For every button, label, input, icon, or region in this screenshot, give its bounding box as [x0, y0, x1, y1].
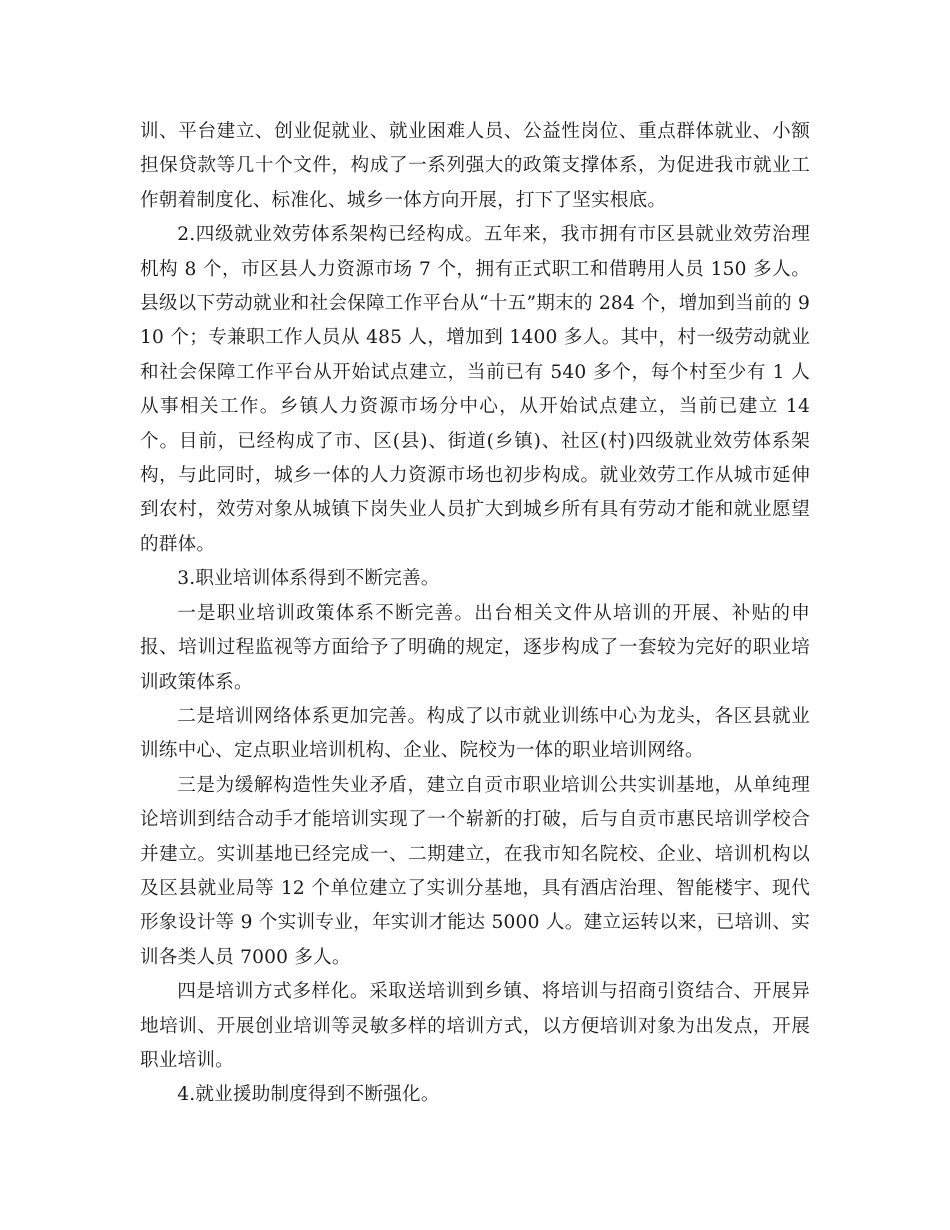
- paragraph-policy-system: 训、平台建立、创业促就业、就业困难人员、公益性岗位、重点群体就业、小额担保贷款等几十个文件，构成了一系列强大的政策支撑体系，为促进我市就业工作朝着制度化、标准化、城乡一体方向开展，打下了坚实根底。: [140, 121, 810, 211]
- paragraph-heading-assistance: 4.就业援助制度得到不断强化。: [177, 1084, 440, 1106]
- paragraph-training-base: 三是为缓解构造性失业矛盾，建立自贡市职业培训公共实训基地，从单纯理论培训到结合动手才能培训实现了一个崭新的打破，后与自贡市惠民培训学校合并建立。实训基地已经完成一、二期建立，在我市知名院校、企业、培训机构以及区县就业局等 12 个单位建立了实训分基地，具有酒店治理、智能楼宇、现代形象设计等 9 个实训专业，年实训才能达 5000 人。建立运转以来，已培训、实训各类人员 7000 多人。: [140, 774, 810, 968]
- paragraph-service-system: 2.四级就业效劳体系架构已经构成。五年来，我市拥有市区县就业效劳治理机构 8 个，市区县人力资源市场 7 个，拥有正式职工和借聘用人员 150 多人。县级以下劳动就业和社会保障工作平台从“十五”期末的 284 个，增加到当前的 910 个；专兼职工作人员从 485 人，增加到 1400 多人。其中，村一级劳动就业和社会保障工作平台从开始试点建立，当前已有 540 多个，每个村至少有 1 人从事相关工作。乡镇人力资源市场分中心，从开始试点建立，当前已建立 14 个。目前，已经构成了市、区(县)、街道(乡镇)、社区(村)四级就业效劳体系架构，与此同时，城乡一体的人力资源市场也初步构成。就业效劳工作从城市延伸到农村，效劳对象从城镇下岗失业人员扩大到城乡所有具有劳动才能和就业愿望的群体。: [140, 224, 810, 555]
- paragraph-heading-training: 3.职业培训体系得到不断完善。: [177, 568, 440, 590]
- paragraph-training-methods: 四是培训方式多样化。采取送培训到乡镇、将培训与招商引资结合、开展异地培训、开展创业培训等灵敏多样的培训方式，以方便培训对象为出发点，开展职业培训。: [140, 981, 810, 1071]
- paragraph-training-network: 二是培训网络体系更加完善。构成了以市就业训练中心为龙头，各区县就业训练中心、定点职业培训机构、企业、院校为一体的职业培训网络。: [140, 705, 810, 762]
- paragraph-training-policy: 一是职业培训政策体系不断完善。出台相关文件从培训的开展、补贴的申报、培训过程监视等方面给予了明确的规定，逐步构成了一套较为完好的职业培训政策体系。: [140, 602, 810, 693]
